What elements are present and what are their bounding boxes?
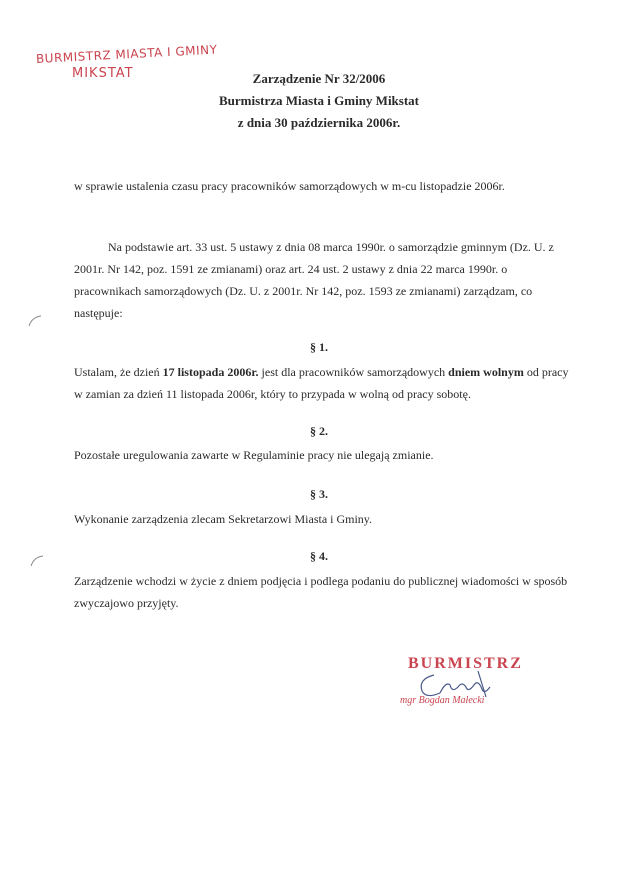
section-1-text (74, 361, 574, 405)
section-1-date-bold: 17 listopada 2006r. (162, 365, 259, 379)
document-issuer: Burmistrza Miasta i Gminy Mikstat (218, 93, 420, 108)
section-1-sign: § 1. (310, 340, 328, 354)
document-title: Zarządzenie Nr 32/2006 (252, 71, 386, 86)
document-date: z dnia 30 października 2006r. (237, 115, 401, 130)
section-1-text-c: od pracy w zamian za dzień 11 listopada 2006r, który to przypada w wolną od pracy sobotę. (74, 365, 569, 401)
section-1-text-a: Ustalam, że dzień (74, 365, 163, 379)
document-subject: w sprawie ustalenia czasu pracy pracowników samorządowych w m-cu listopadzie 2006r. (74, 179, 505, 193)
legal-basis-paragraph: Na podstawie art. 33 ust. 5 ustawy z dnia 08 marca 1990r. o samorządzie gminnym (Dz. U. z 2001r. Nr 142, poz. 1591 ze zmianami) oraz art. 24 ust. 2 ustawy z dnia 22 marca 1990r. o pracownikach samorządowych (Dz. U. z 2001r. Nr 142, poz. 1593 ze zmianami) zarządzam, co następuje: (74, 240, 554, 320)
hole-punch-mark (30, 555, 44, 567)
section-2-text: Pozostałe uregulowania zawarte w Regulaminie pracy nie ulegają zmianie. (74, 448, 434, 462)
signature-name: mgr Bogdan Małecki (400, 695, 485, 706)
section-2-sign: § 2. (310, 424, 328, 438)
section-3-sign: § 3. (310, 487, 328, 501)
section-4-sign: § 4. (310, 549, 328, 563)
signature-title: BURMISTRZ (408, 655, 523, 672)
section-1-day-off-bold: dniem wolnym (448, 365, 524, 379)
section-3-text: Wykonanie zarządzenia zlecam Sekretarzowi Miasta i Gminy. (74, 512, 373, 526)
hole-punch-mark (28, 315, 42, 327)
section-1-text-b: jest dla pracowników samorządowych (258, 365, 449, 379)
section-4-text: Zarządzenie wchodzi w życie z dniem podjęcia i podlega podaniu do publicznej wiadomości w sposób zwyczajowo przyjęty. (74, 574, 568, 610)
signature-stamp (400, 655, 530, 715)
stamp-line-2: MIKSTAT (72, 66, 134, 81)
stamp-line-1: BURMISTRZ MIASTA I GMINY (35, 42, 218, 66)
